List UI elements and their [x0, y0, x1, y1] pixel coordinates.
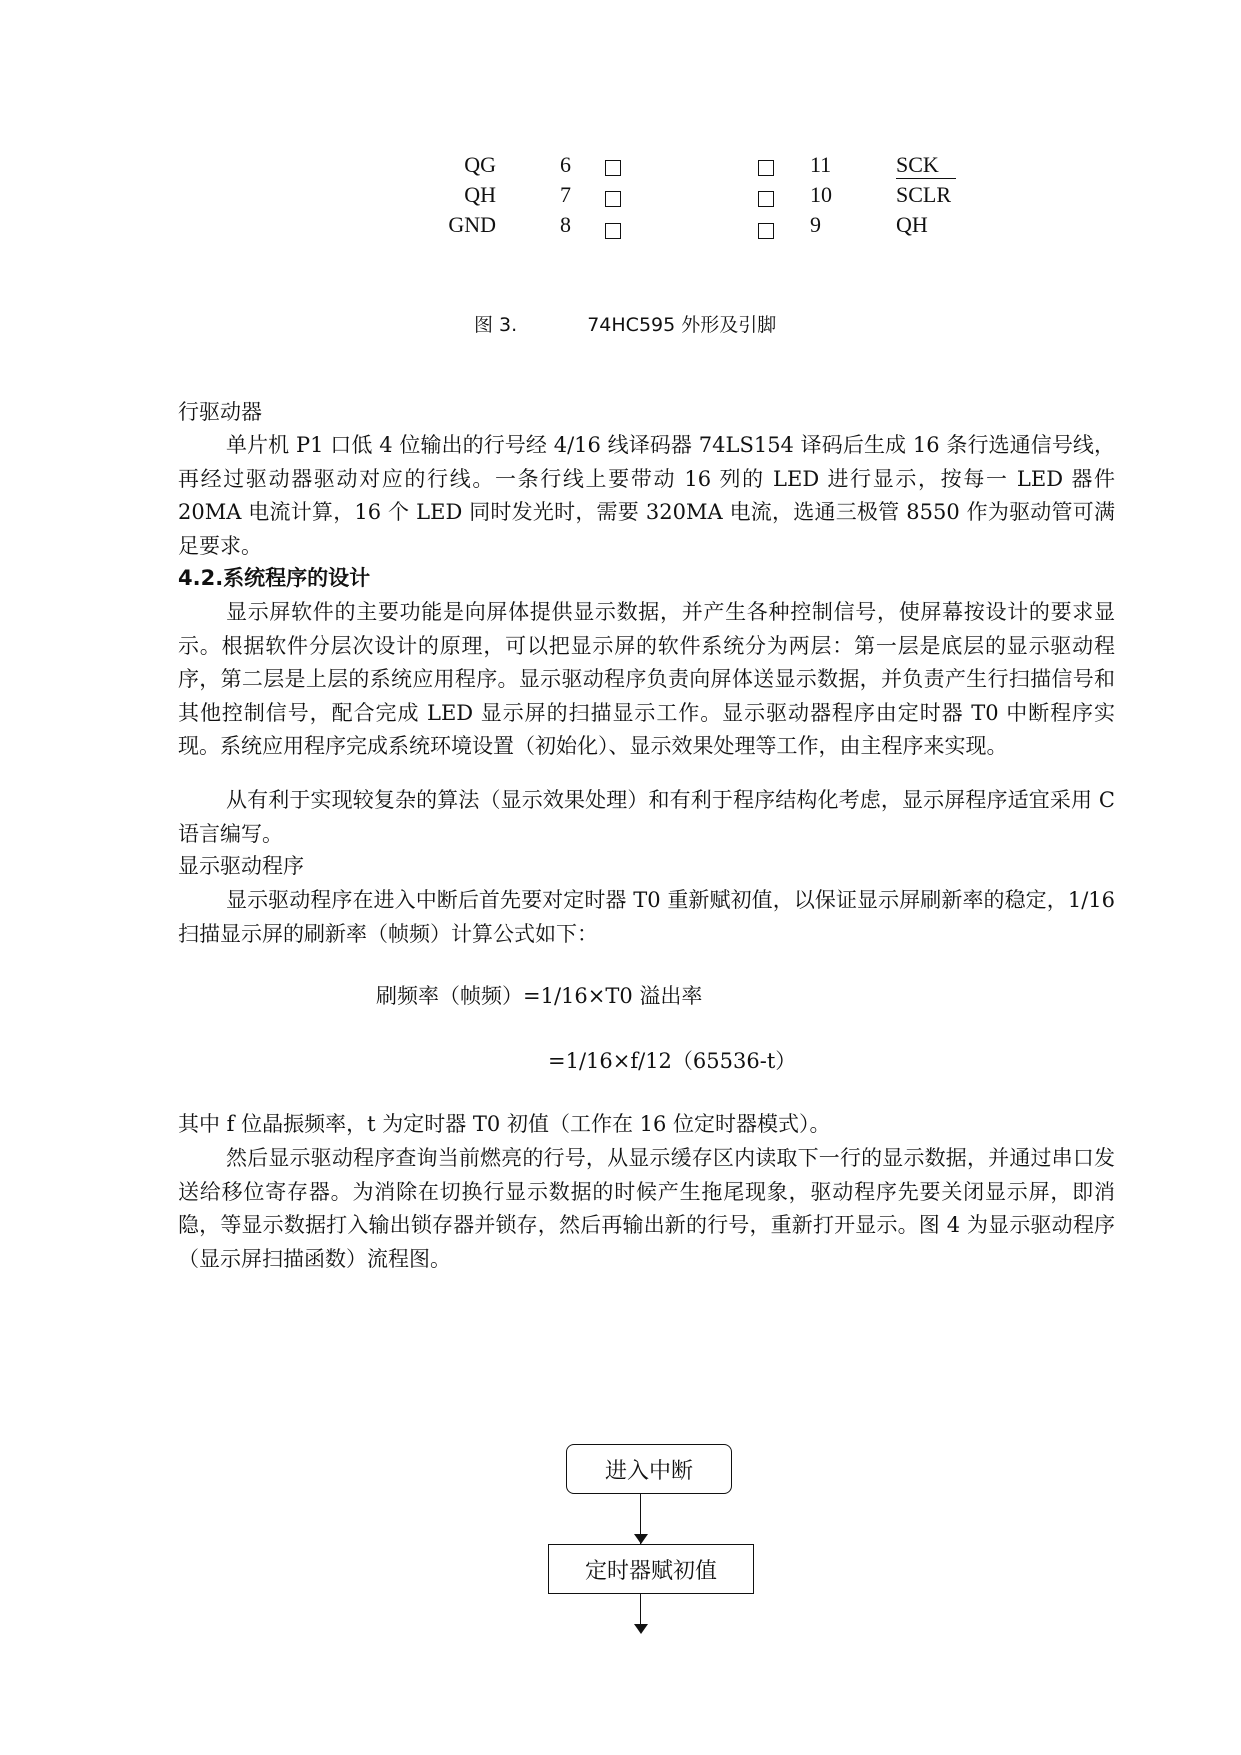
flowchart-process-node: 定时器赋初值	[548, 1544, 754, 1594]
pin-number-right: 11	[810, 152, 832, 177]
pin-box-left	[605, 223, 621, 239]
pin-box-right	[758, 191, 774, 207]
section-title-display-driver: 显示驱动程序	[178, 854, 304, 878]
paragraph-then: 然后显示驱动程序查询当前燃亮的行号，从显示缓存区内读取下一行的显示数据，并通过串口发送给移位寄存器。为消除在切换行显示数据的时候产生拖尾现象，驱动程序先要关闭显示屏，即消隐，等显示数据打入输出锁存器并锁存，然后再输出新的行号，重新打开显示。图 4 为显示驱动程序（显示屏扫描函数）流程图。	[178, 1146, 1115, 1271]
paragraph-row-driver: 单片机 P1 口低 4 位输出的行号经 4/16 线译码器 74LS154 译码后生成 16 条行选通信号线，再经过驱动器驱动对应的行线。一条行线上要带动 16 列的 LED 进行显示，按每一 LED 器件 20MA 电流计算，16 个 LED 同时发光时，需要 320MA 电流，选通三极管 8550 作为驱动管可满足要求。	[178, 433, 1115, 558]
paragraph-where: 其中 f 位晶振频率，t 为定时器 T0 初值（工作在 16 位定时器模式）。	[178, 1112, 831, 1136]
paragraph-c-language: 从有利于实现较复杂的算法（显示效果处理）和有利于程序结构化考虑，显示屏程序适宜采用 C 语言编写。	[178, 788, 1115, 846]
figure-title: 74HC595 外形及引脚	[587, 314, 777, 336]
pinout-diagram	[400, 148, 960, 248]
pin-number-left: 8	[560, 212, 571, 237]
sck-overline	[896, 178, 956, 179]
figure-label: 图 3.	[474, 314, 518, 336]
pin-name-left: GND	[448, 212, 496, 237]
pin-number-left: 6	[560, 152, 571, 177]
flowchart-arrowhead	[634, 1534, 648, 1544]
figure-caption	[474, 310, 776, 337]
pin-box-right	[758, 160, 774, 176]
pin-name-right: QH	[896, 212, 928, 237]
formula-line-2: =1/16×f/12（65536-t）	[548, 1049, 797, 1073]
pin-number-left: 7	[560, 182, 571, 207]
pin-box-left	[605, 160, 621, 176]
pin-name-left: QH	[464, 182, 496, 207]
section-title-row-driver: 行驱动器	[178, 400, 262, 424]
paragraph-software: 显示屏软件的主要功能是向屏体提供显示数据，并产生各种控制信号，使屏幕按设计的要求显示。根据软件分层次设计的原理，可以把显示屏的软件系统分为两层：第一层是底层的显示驱动程序，第二层是上层的系统应用程序。显示驱动程序负责向屏体送显示数据，并负责产生行扫描信号和其他控制信号，配合完成 LED 显示屏的扫描显示工作。显示驱动器程序由定时器 T0 中断程序实现。系统应用程序完成系统环境设置（初始化）、显示效果处理等工作，由主程序来实现。	[178, 600, 1115, 758]
pin-box-right	[758, 223, 774, 239]
heading-4-2: 4.2.系统程序的设计	[178, 566, 371, 590]
flowchart-arrowhead	[634, 1624, 648, 1634]
paragraph-refresh: 显示驱动程序在进入中断后首先要对定时器 T0 重新赋初值，以保证显示屏刷新率的稳定，1/16 扫描显示屏的刷新率（帧频）计算公式如下：	[178, 888, 1115, 946]
flowchart-start-node: 进入中断	[566, 1444, 732, 1494]
pin-number-right: 10	[810, 182, 832, 207]
pin-name-left: QG	[464, 152, 496, 177]
pin-name-right: SCK	[896, 152, 939, 177]
pin-number-right: 9	[810, 212, 821, 237]
pin-name-right: SCLR	[896, 182, 952, 207]
pin-box-left	[605, 191, 621, 207]
formula-line-1: 刷频率（帧频）=1/16×T0 溢出率	[376, 984, 703, 1008]
